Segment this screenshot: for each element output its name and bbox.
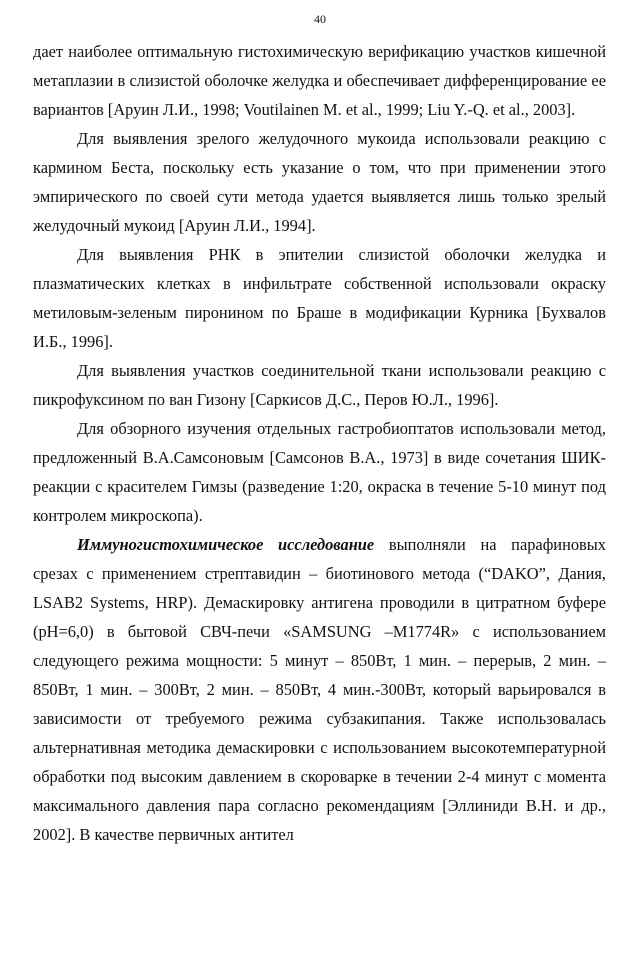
section-heading-immunohistochemistry: Иммуногистохимическое исследование bbox=[77, 535, 375, 554]
paragraph-immunohistochemistry-text: выполняли на парафиновых срезах с применением стрептавидин – биотинового метода (“DAKO”, Дания, LSAB2 Systems, HRP). Демаскировку антигена проводили в цитратном буфере (pH=6,0) в бытовой СВЧ-печи «SAMSUNG –M1774R» с использованием следующего режима мощности: 5 минут – 850Вт, 1 мин. – перерыв, 2 мин. – 850Вт, 1 мин. – 300Вт, 2 мин. – 850Вт, 4 мин.-300Вт, который варьировался в зависимости от требуемого режима субзакипания. Также использовалась альтернативная методика демаскировки с использованием высокотемпературной обработки под высоким давлением в скороварке в течении 2-4 минут с момента максимального давления пара согласно рекомендациям [Эллиниди В.Н. и др., 2002]. В качестве первичных антител bbox=[33, 535, 606, 844]
paragraph-continuation: дает наиболее оптимальную гистохимическую верификацию участков кишечной метаплазии в слизистой оболочке желудка и обеспечивает дифференцирование ее вариантов [Аруин Л.И., 1998; Voutilainen M. et al., 1999; Liu Y.-Q. et al., 2003]. bbox=[33, 42, 606, 119]
paragraph-van-gieson: Для выявления участков соединительной ткани использовали реакцию с пикрофуксином по ван Гизону [Саркисов Д.С., Перов Ю.Л., 1996]. bbox=[33, 361, 606, 409]
paragraph-best-carmine: Для выявления зрелого желудочного мукоида использовали реакцию с кармином Беста, поскольку есть указание о том, что при применении этого эмпирического по своей сути метода удается выявляется лишь только зрелый желудочный мукоид [Аруин Л.И., 1994]. bbox=[33, 129, 606, 235]
paragraph-samsonov-method: Для обзорного изучения отдельных гастробиоптатов использовали метод, предложенный В.А.Самсоновым [Самсонов В.А., 1973] в виде сочетания ШИК-реакции с красителем Гимзы (разведение 1:20, окраска в течение 5-10 минут под контролем микроскопа). bbox=[33, 419, 606, 525]
page-number: 40 bbox=[314, 12, 326, 26]
paragraph-immunohistochemistry bbox=[33, 530, 606, 849]
body-text bbox=[33, 37, 606, 849]
paragraph-rna-staining: Для выявления РНК в эпителии слизистой оболочки желудка и плазматических клетках в инфильтрате собственной использовали окраску метиловым-зеленым пиронином по Браше в модификации Курника [Бухвалов И.Б., 1996]. bbox=[33, 245, 606, 351]
